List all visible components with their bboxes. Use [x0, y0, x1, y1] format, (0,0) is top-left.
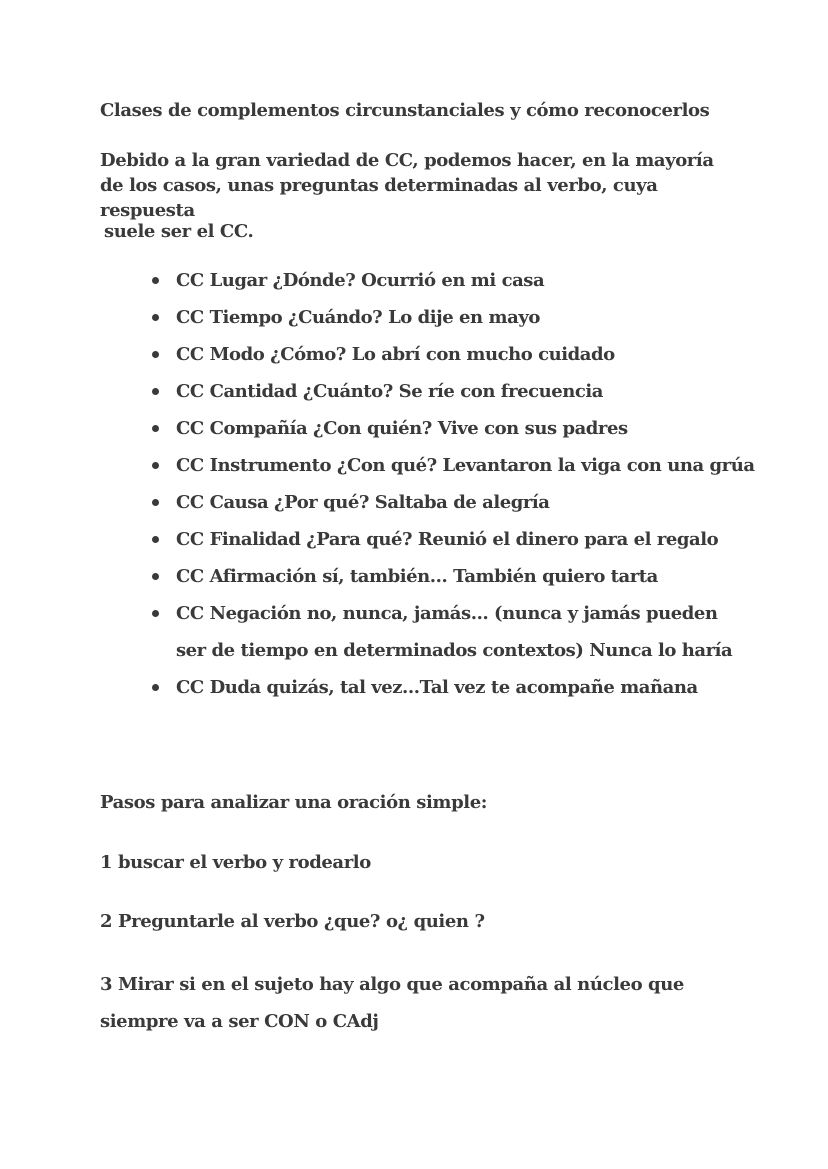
list-item: [150, 336, 750, 373]
bullet-icon: [152, 314, 159, 321]
list-item: [150, 558, 750, 595]
cc-list: [150, 262, 755, 706]
bullet-icon: [152, 536, 159, 543]
list-item: [150, 447, 755, 484]
list-item-text: CC Tiempo ¿Cuándo? Lo dije en mayo: [176, 307, 540, 328]
bullet-icon: [152, 573, 159, 580]
bullet-icon: [152, 499, 159, 506]
list-item: [150, 669, 750, 706]
steps-heading: Pasos para analizar una oración simple:: [100, 792, 487, 813]
list-item-text: CC Finalidad ¿Para qué? Reunió el dinero para el regalo: [176, 529, 719, 550]
list-item: [150, 410, 750, 447]
list-item: [150, 299, 750, 336]
list-item: [150, 373, 750, 410]
bullet-icon: [152, 388, 159, 395]
list-item-text: CC Compañía ¿Con quién? Vive con sus padres: [176, 418, 628, 439]
list-item-text: CC Negación no, nunca, jamás… (nunca y jamás pueden ser de tiempo en determinados contextos) Nunca lo haría: [176, 603, 733, 661]
step-1: 1 buscar el verbo y rodearlo: [100, 852, 371, 873]
list-item: [150, 521, 750, 558]
intro-continuation: suele ser el CC.: [104, 221, 254, 242]
list-item-text: CC Modo ¿Cómo? Lo abrí con mucho cuidado: [176, 344, 615, 365]
list-item-text: CC Afirmación sí, también… También quiero tarta: [176, 566, 658, 587]
list-item-text: CC Lugar ¿Dónde? Ocurrió en mi casa: [176, 270, 545, 291]
list-item: [150, 595, 750, 669]
step-2: 2 Preguntarle al verbo ¿que? o¿ quien ?: [100, 911, 485, 932]
list-item-text: CC Causa ¿Por qué? Saltaba de alegría: [176, 492, 550, 513]
step-3: 3 Mirar si en el sujeto hay algo que acompaña al núcleo que siempre va a ser CON o CAdj: [100, 974, 684, 1032]
bullet-icon: [152, 684, 159, 691]
list-item-text: CC Cantidad ¿Cuánto? Se ríe con frecuencia: [176, 381, 603, 402]
bullet-icon: [152, 351, 159, 358]
bullet-icon: [152, 610, 159, 617]
list-item-text: CC Duda quizás, tal vez…Tal vez te acompañe mañana: [176, 677, 698, 698]
list-item-text: CC Instrumento ¿Con qué? Levantaron la viga con una grúa: [176, 455, 755, 476]
bullet-icon: [152, 425, 159, 432]
bullet-icon: [152, 462, 159, 469]
list-item: [150, 484, 750, 521]
bullet-icon: [152, 277, 159, 284]
list-item: [150, 262, 750, 299]
document-title: Clases de complementos circunstanciales y cómo reconocerlos: [100, 100, 710, 121]
intro-paragraph: Debido a la gran variedad de CC, podemos hacer, en la mayoría de los casos, unas preguntas determinadas al verbo, cuya respuesta: [100, 150, 714, 221]
